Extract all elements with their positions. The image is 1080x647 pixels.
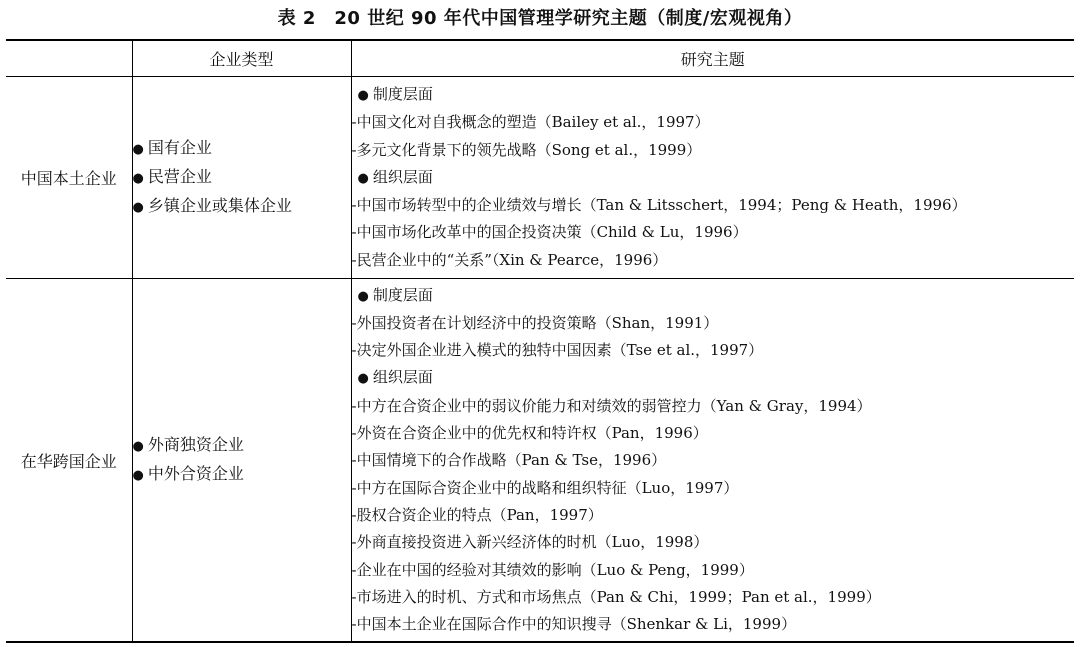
enterprise-type-label: 中外合资企业 <box>147 464 244 483</box>
region-label: 在华跨国企业 <box>6 279 132 643</box>
topic-item: -市场进入的时机、方式和市场焦点（Pan & Chi，1999；Pan et al.，1999） <box>351 587 881 606</box>
table-header <box>6 40 1074 77</box>
header-enterprise-type: 企业类型 <box>132 40 351 77</box>
topic-level-heading: ● 组织层面 <box>357 167 433 186</box>
research-topic-list <box>351 279 1074 643</box>
enterprise-type-label: 民营企业 <box>147 167 212 186</box>
bullet-icon: ● <box>357 371 369 387</box>
bullet-icon: ● <box>357 288 369 304</box>
topic-item: -中方在合资企业中的弱议价能力和对绩效的弱管控力（Yan & Gray，1994） <box>351 396 872 415</box>
topic-level-heading: ● 制度层面 <box>357 285 433 304</box>
topic-item: -中国市场转型中的企业绩效与增长（Tan & Litsschert，1994；Peng & Heath，1996） <box>351 196 967 215</box>
topic-item: -外商直接投资进入新兴经济体的时机（Luo，1998） <box>351 533 709 552</box>
topic-item: -民营企业中的“关系”（Xin & Pearce，1996） <box>351 250 668 269</box>
bullet-icon: ● <box>132 468 144 483</box>
topic-item: -股权合资企业的特点（Pan，1997） <box>351 505 603 524</box>
enterprise-type-label: 乡镇企业或集体企业 <box>147 196 292 215</box>
table-row <box>6 279 1074 643</box>
enterprise-type-label: 国有企业 <box>147 138 212 157</box>
topic-item: -外资在合资企业中的优先权和特许权（Pan，1996） <box>351 424 708 443</box>
topic-level-heading: ● 组织层面 <box>357 368 433 387</box>
bullet-icon: ● <box>132 171 144 186</box>
enterprise-type-list <box>132 77 351 279</box>
topic-item: -中国市场化改革中的国企投资决策（Child & Lu，1996） <box>351 223 748 242</box>
enterprise-type-label: 外商独资企业 <box>147 435 244 454</box>
bullet-icon: ● <box>132 200 144 215</box>
enterprise-type-list <box>132 279 351 643</box>
research-topic-list <box>351 77 1074 279</box>
topic-item: -中国文化对自我概念的塑造（Bailey et al.，1997） <box>351 113 710 132</box>
enterprise-type-item <box>133 460 351 489</box>
bullet-icon: ● <box>132 142 144 157</box>
bullet-icon: ● <box>357 170 369 186</box>
table-caption: 表 2 20 世纪 90 年代中国管理学研究主题（制度/宏观视角） <box>277 8 803 29</box>
header-blank-cell <box>6 40 132 77</box>
enterprise-type-item <box>133 431 351 460</box>
topic-item: -中国本土企业在国际合作中的知识搜寻（Shenkar & Li，1999） <box>351 615 797 634</box>
table-row <box>6 77 1074 279</box>
bullet-icon: ● <box>357 87 369 103</box>
topic-item: -外国投资者在计划经济中的投资策略（Shan，1991） <box>351 313 719 332</box>
topic-level-heading: ● 制度层面 <box>357 84 433 103</box>
bullet-icon: ● <box>132 439 144 454</box>
region-label: 中国本土企业 <box>6 77 132 279</box>
topic-item: -决定外国企业进入模式的独特中国因素（Tse et al.，1997） <box>351 341 764 360</box>
enterprise-type-item <box>133 134 351 163</box>
research-topics-table <box>6 39 1074 643</box>
header-research-topics: 研究主题 <box>351 40 1074 77</box>
topic-item: -中方在国际合资企业中的战略和组织特征（Luo，1997） <box>351 478 739 497</box>
enterprise-type-item <box>133 192 351 221</box>
topic-item: -中国情境下的合作战略（Pan & Tse，1996） <box>351 451 667 470</box>
topic-item: -多元文化背景下的领先战略（Song et al.，1999） <box>351 140 702 159</box>
enterprise-type-item <box>133 163 351 192</box>
topic-item: -企业在中国的经验对其绩效的影响（Luo & Peng，1999） <box>351 560 754 579</box>
